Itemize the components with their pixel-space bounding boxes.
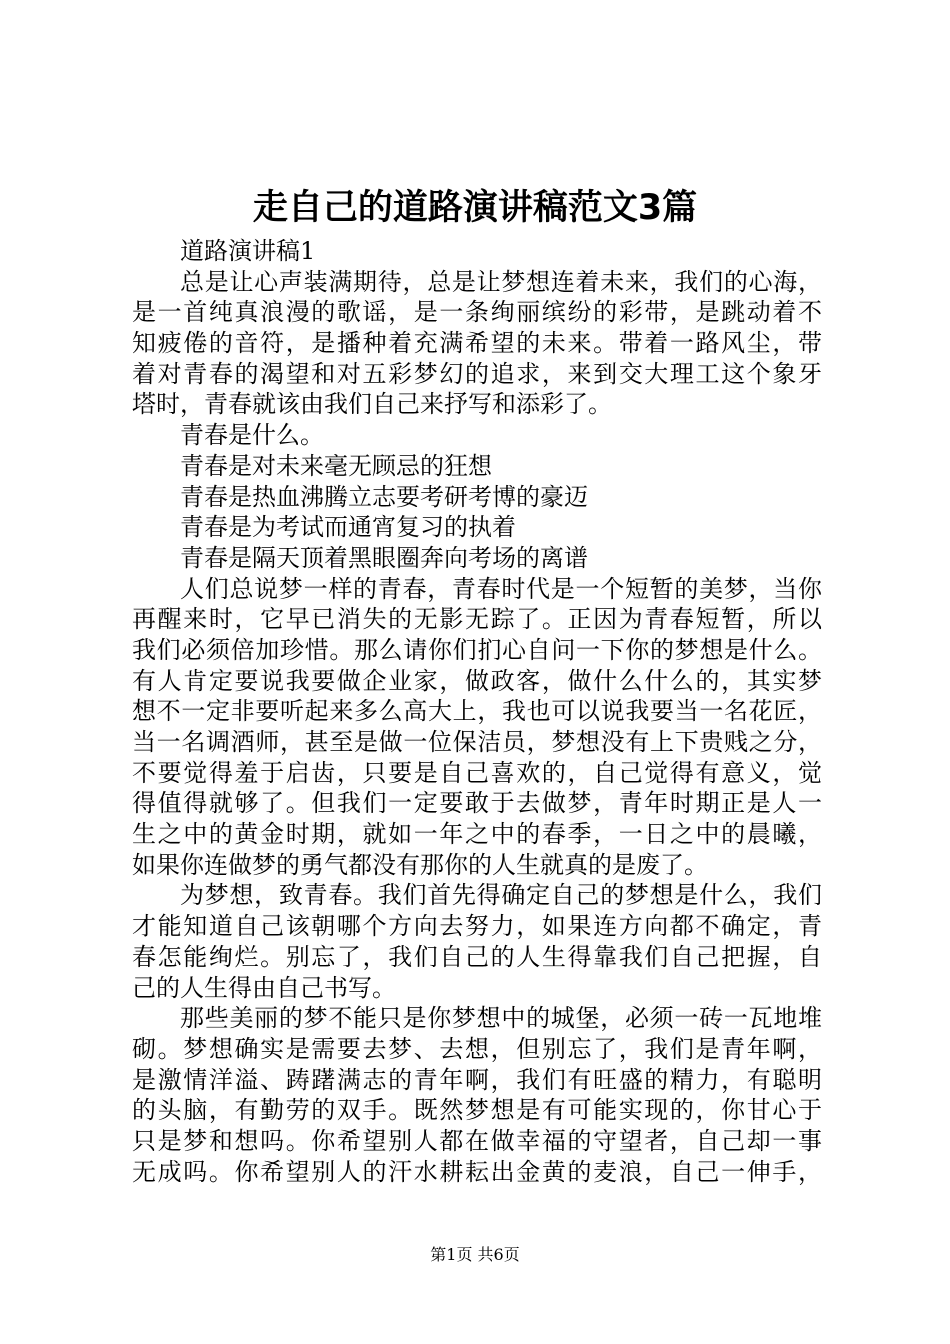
text-line: 是一首纯真浪漫的歌谣，是一条绚丽缤纷的彩带，是跳动着不 xyxy=(132,298,822,327)
text-line: 只是梦和想吗。你希望别人都在做幸福的守望者，自己却一事 xyxy=(132,1126,822,1155)
text-line: 想不一定非要听起来多么高大上，我也可以说我要当一名花匠， xyxy=(132,697,822,726)
text-line: 再醒来时，它早已消失的无影无踪了。正因为青春短暂，所以 xyxy=(132,605,822,634)
text-line: 当一名调酒师，甚至是做一位保洁员，梦想没有上下贵贱之分， xyxy=(132,728,822,756)
text-line: 青春是热血沸腾立志要考研考博的豪迈 xyxy=(180,482,588,511)
text-line: 青春是对未来毫无顾忌的狂想 xyxy=(180,451,492,480)
text-line: 那些美丽的梦不能只是你梦想中的城堡，必须一砖一瓦地堆 xyxy=(180,1004,822,1033)
text-line: 得值得就够了。但我们一定要敢于去做梦，青年时期正是人一 xyxy=(132,789,822,818)
text-line: 春怎能绚烂。别忘了，我们自己的人生得靠我们自己把握，自 xyxy=(132,942,822,971)
text-line: 道路演讲稿1 xyxy=(180,237,316,265)
text-line: 为梦想，致青春。我们首先得确定自己的梦想是什么，我们 xyxy=(180,881,822,910)
text-line: 是激情洋溢、踌躇满志的青年啊，我们有旺盛的精力，有聪明 xyxy=(132,1065,822,1094)
text-line: 才能知道自己该朝哪个方向去努力，如果连方向都不确定，青 xyxy=(132,912,822,941)
text-line: 青春是什么。 xyxy=(180,421,324,450)
text-line: 知疲倦的音符，是播种着充满希望的未来。带着一路风尘，带 xyxy=(132,329,822,358)
document-title: 走自己的道路演讲稿范文3篇 xyxy=(252,188,698,228)
text-line: 的头脑，有勤劳的双手。既然梦想是有可能实现的，你甘心于 xyxy=(132,1096,822,1125)
text-line: 青春是隔天顶着黑眼圈奔向考场的离谱 xyxy=(180,543,588,572)
text-line: 塔时，青春就该由我们自己来抒写和添彩了。 xyxy=(132,390,612,419)
text-line: 总是让心声装满期待，总是让梦想连着未来，我们的心海， xyxy=(180,267,822,296)
text-line: 青春是为考试而通宵复习的执着 xyxy=(180,513,516,542)
page-footer: 第1页 共6页 xyxy=(430,1245,520,1264)
text-line: 人们总说梦一样的青春，青春时代是一个短暂的美梦，当你 xyxy=(180,574,822,603)
text-line: 无成吗。你希望别人的汗水耕耘出金黄的麦浪，自己一伸手， xyxy=(132,1157,822,1186)
text-line: 有人肯定要说我要做企业家，做政客，做什么什么的，其实梦 xyxy=(132,666,822,695)
text-line: 生之中的黄金时期，就如一年之中的春季，一日之中的晨曦， xyxy=(132,820,822,849)
text-line: 我们必须倍加珍惜。那么请你们扪心自问一下你的梦想是什么。 xyxy=(132,635,822,664)
text-line: 己的人生得由自己书写。 xyxy=(132,973,396,1002)
text-line: 砌。梦想确实是需要去梦、去想，但别忘了，我们是青年啊， xyxy=(132,1034,822,1063)
document-body xyxy=(132,236,822,1187)
text-line: 如果你连做梦的勇气都没有那你的人生就真的是废了。 xyxy=(132,850,708,879)
text-line: 不要觉得羞于启齿，只要是自己喜欢的，自己觉得有意义，觉 xyxy=(132,758,822,787)
text-line: 着对青春的渴望和对五彩梦幻的追求，来到交大理工这个象牙 xyxy=(132,359,822,388)
